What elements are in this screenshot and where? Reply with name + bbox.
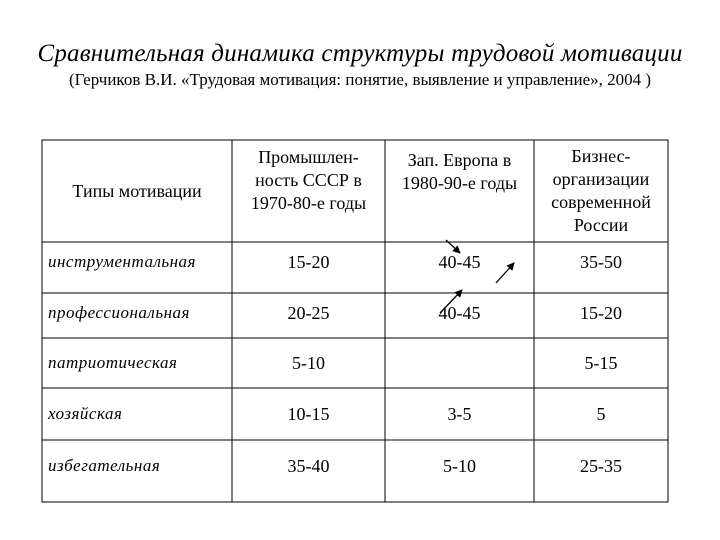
header-line: Промышлен- — [258, 146, 359, 167]
row-label-avoidant: избегательная — [48, 456, 161, 475]
header-russia — [534, 140, 668, 242]
cell-europe: 40-45 — [438, 251, 481, 272]
cell-ussr: 35-40 — [287, 455, 330, 476]
header-motivation-types — [42, 140, 232, 242]
cell-europe: 3-5 — [447, 403, 472, 424]
cell-europe — [385, 343, 534, 383]
cell-europe: 40-45 — [438, 302, 481, 323]
cell-europe: 5-10 — [443, 455, 476, 476]
header-line: ность СССР в — [255, 169, 362, 190]
header-line: 1980-90-е годы — [401, 173, 518, 193]
cell-russia: 5 — [596, 403, 606, 424]
slide-subtitle: (Герчиков В.И. «Трудовая мотивация: понятие, выявление и управление», 2004 ) — [68, 70, 652, 89]
row-label-owner: хозяйская — [48, 404, 123, 423]
cell-russia: 25-35 — [580, 455, 622, 476]
header-ussr — [232, 140, 385, 220]
cell-russia: 35-50 — [580, 251, 622, 272]
cell-russia: 5-15 — [584, 352, 618, 373]
header-line: 1970-80-е годы — [250, 192, 367, 213]
row-label-professional: профессиональная — [48, 303, 190, 322]
cell-ussr: 10-15 — [287, 403, 330, 424]
header-line: современной — [551, 192, 651, 212]
cell-ussr: 20-25 — [287, 302, 330, 323]
row-label-instrumental: инструментальная — [48, 252, 196, 271]
cell-russia: 15-20 — [580, 302, 622, 323]
cell-ussr: 15-20 — [287, 251, 330, 272]
header-line: Зап. Европа в — [407, 150, 512, 170]
row-label-patriotic: патриотическая — [48, 353, 178, 372]
header-line: России — [573, 215, 629, 235]
cell-ussr: 5-10 — [292, 352, 325, 373]
slide-title: Сравнительная динамика структуры трудовой мотивации — [37, 40, 683, 67]
header-text: Типы мотивации — [72, 180, 202, 201]
header-line: Бизнес- — [571, 146, 631, 166]
header-line: организации — [552, 169, 650, 189]
header-europe — [385, 140, 534, 204]
